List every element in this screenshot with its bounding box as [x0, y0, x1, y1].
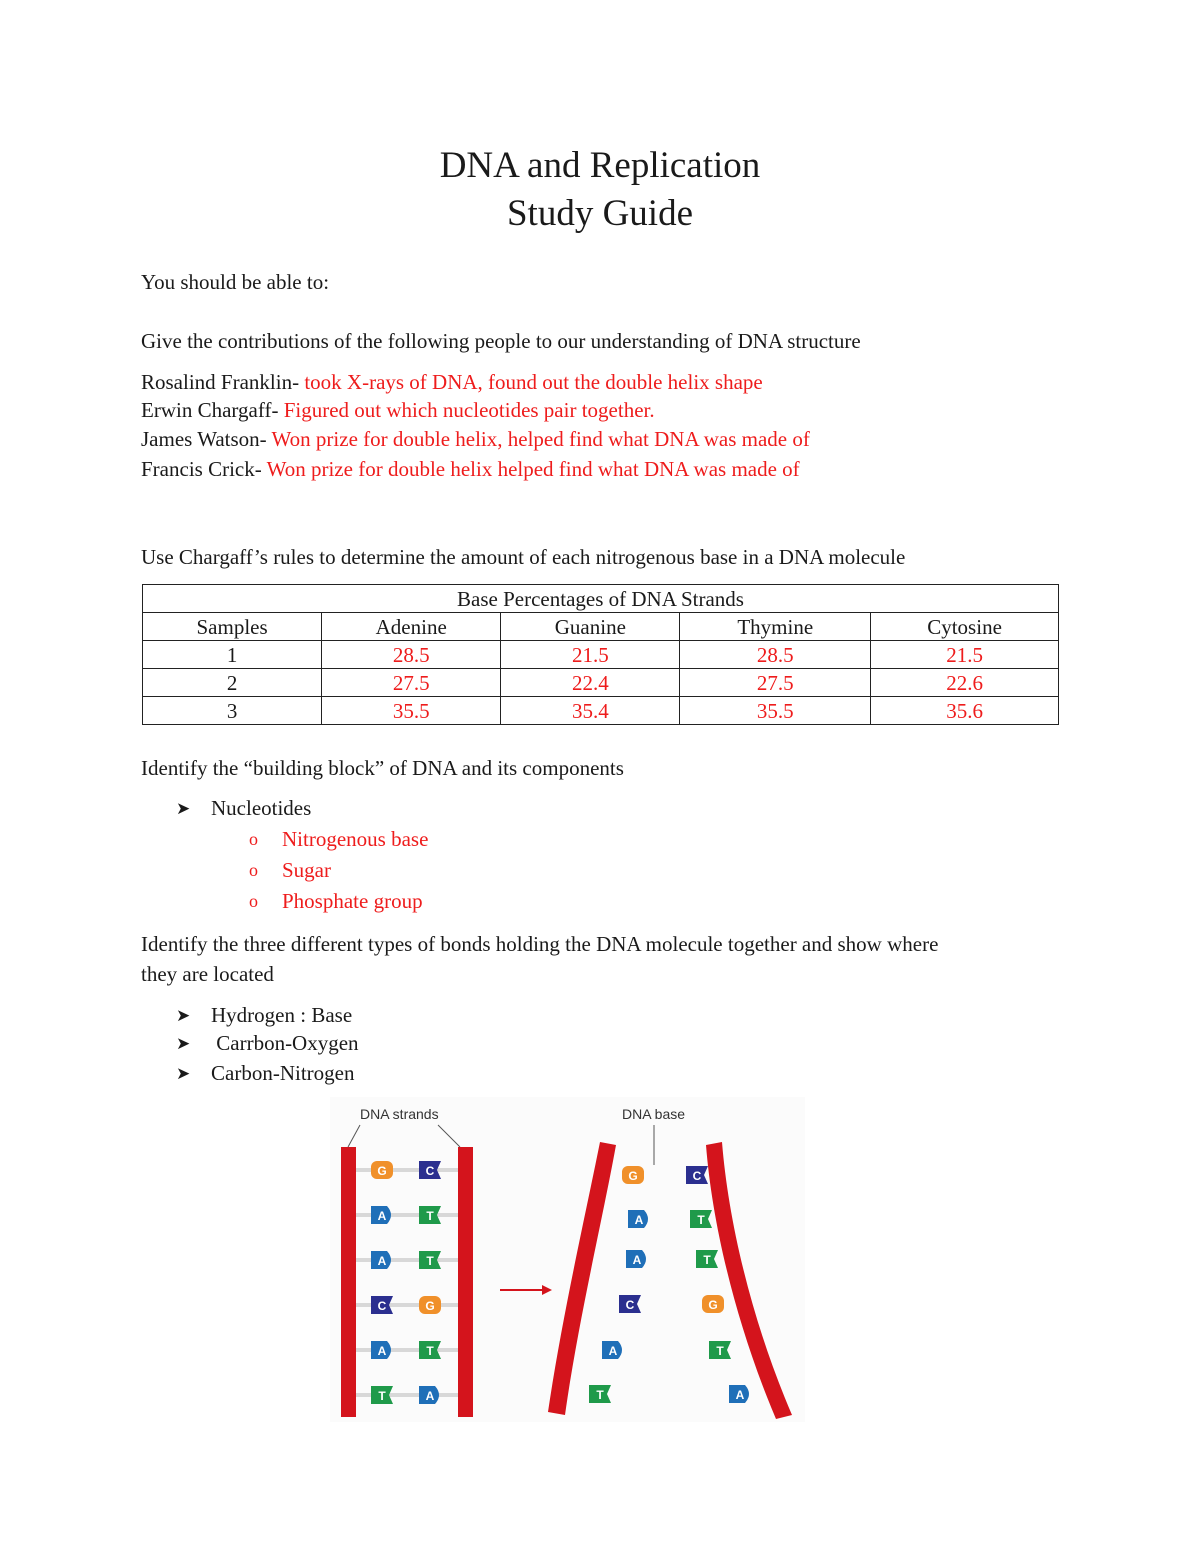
base-letter: G [628, 1169, 638, 1183]
base-percentages-table [142, 584, 1059, 725]
dna-base-a [729, 1385, 749, 1403]
contributions-prompt: Give the contributions of the following people to our understanding of DNA structure [141, 329, 861, 353]
person-name: James Watson- [141, 427, 272, 451]
dna-base-g [702, 1295, 724, 1313]
table-header: Cytosine [871, 613, 1059, 641]
person-answer: took X-rays of DNA, found out the double helix shape [304, 370, 763, 394]
arrow-bullet-icon: ➤ [176, 1034, 191, 1053]
table-header-row [143, 613, 1059, 641]
circle-bullet-icon: o [249, 860, 258, 880]
base-letter: C [625, 1298, 635, 1312]
intro-text: You should be able to: [141, 270, 330, 294]
base-letter: A [377, 1254, 387, 1268]
list-item: Carrbon-Oxygen [211, 1031, 359, 1055]
base-letter: T [426, 1254, 434, 1268]
list-item: Carbon-Nitrogen [211, 1061, 355, 1085]
base-letter: T [426, 1344, 434, 1358]
table-cell: 35.5 [322, 697, 501, 725]
base-letter: T [697, 1213, 705, 1227]
table-cell: 21.5 [871, 641, 1059, 669]
sample-number: 1 [143, 641, 322, 669]
base-letter: A [377, 1209, 387, 1223]
base-letter: C [377, 1299, 387, 1313]
page-title: DNA and Replication [439, 145, 761, 186]
table-cell: 28.5 [680, 641, 871, 669]
dna-base-label: DNA base [622, 1106, 686, 1122]
base-letter: C [425, 1164, 435, 1178]
dna-base-a [626, 1250, 646, 1268]
table-cell: 28.5 [322, 641, 501, 669]
dna-base-a [628, 1210, 648, 1228]
chargaff-prompt: Use Chargaff’s rules to determine the amount of each nitrogenous base in a DNA molecule [141, 545, 906, 569]
base-letter: A [632, 1253, 642, 1267]
base-letter: A [425, 1389, 435, 1403]
circle-bullet-icon: o [249, 829, 258, 849]
table-cell: 35.5 [680, 697, 871, 725]
person-name: Rosalind Franklin- [141, 370, 305, 394]
base-letter: A [735, 1388, 745, 1402]
base-letter: A [377, 1344, 387, 1358]
person-line [141, 396, 655, 425]
dna-base-g [622, 1166, 644, 1184]
list-item: Sugar [282, 858, 331, 882]
person-answer: Figured out which nucleotides pair together. [283, 398, 655, 422]
table-row [143, 669, 1059, 697]
dna-base-a [371, 1251, 391, 1269]
list-item: Phosphate group [282, 889, 423, 913]
building-block-prompt: Identify the “building block” of DNA and its components [141, 756, 624, 780]
dna-base-a [371, 1341, 391, 1359]
base-letter: T [426, 1209, 434, 1223]
left-dna-strand [341, 1147, 356, 1417]
dna-base-g [371, 1161, 393, 1179]
table-header: Adenine [322, 613, 501, 641]
base-letter: T [703, 1253, 711, 1267]
arrow-bullet-icon: ➤ [176, 799, 191, 818]
base-letter: T [716, 1344, 724, 1358]
bonds-prompt-continued: they are located [141, 962, 274, 986]
table-cell: 35.6 [871, 697, 1059, 725]
right-dna-strand [458, 1147, 473, 1417]
table-title: Base Percentages of DNA Strands [143, 585, 1059, 613]
table-cell: 27.5 [322, 669, 501, 697]
person-line [141, 425, 810, 454]
person-line [141, 368, 763, 397]
table-cell: 35.4 [501, 697, 680, 725]
dna-base-a [602, 1341, 622, 1359]
base-letter: T [378, 1389, 386, 1403]
circle-bullet-icon: o [249, 891, 258, 911]
dna-base-a [371, 1206, 391, 1224]
table-title-row [143, 585, 1059, 613]
arrow-bullet-icon: ➤ [176, 1064, 191, 1083]
dna-strands-label: DNA strands [360, 1106, 439, 1122]
person-name: Erwin Chargaff- [141, 398, 284, 422]
arrow-bullet-icon: ➤ [176, 1006, 191, 1025]
dna-base-g [419, 1296, 441, 1314]
base-letter: T [596, 1388, 604, 1402]
table-row [143, 641, 1059, 669]
table-header: Thymine [680, 613, 871, 641]
base-letter: C [692, 1169, 702, 1183]
sample-number: 3 [143, 697, 322, 725]
person-answer: Won prize for double helix, helped find what DNA was made of [271, 427, 810, 451]
dna-replication-diagram [330, 1097, 805, 1422]
table-cell: 22.4 [501, 669, 680, 697]
bonds-prompt: Identify the three different types of bonds holding the DNA molecule together and show where [141, 932, 939, 956]
page-subtitle: Study Guide [506, 193, 694, 234]
table-header: Samples [143, 613, 322, 641]
base-letter: G [708, 1298, 718, 1312]
person-answer: Won prize for double helix helped find what DNA was made of [266, 457, 800, 481]
table-row [143, 697, 1059, 725]
dna-base-a [419, 1386, 439, 1404]
base-letter: G [377, 1164, 387, 1178]
person-line [141, 455, 800, 484]
table-cell: 27.5 [680, 669, 871, 697]
table-cell: 22.6 [871, 669, 1059, 697]
base-letter: A [608, 1344, 618, 1358]
person-name: Francis Crick- [141, 457, 267, 481]
list-item: Hydrogen : Base [211, 1003, 353, 1027]
base-letter: A [634, 1213, 644, 1227]
sample-number: 2 [143, 669, 322, 697]
list-item: Nitrogenous base [282, 827, 429, 851]
base-letter: G [425, 1299, 435, 1313]
table-cell: 21.5 [501, 641, 680, 669]
table-header: Guanine [501, 613, 680, 641]
list-item: Nucleotides [211, 796, 312, 820]
